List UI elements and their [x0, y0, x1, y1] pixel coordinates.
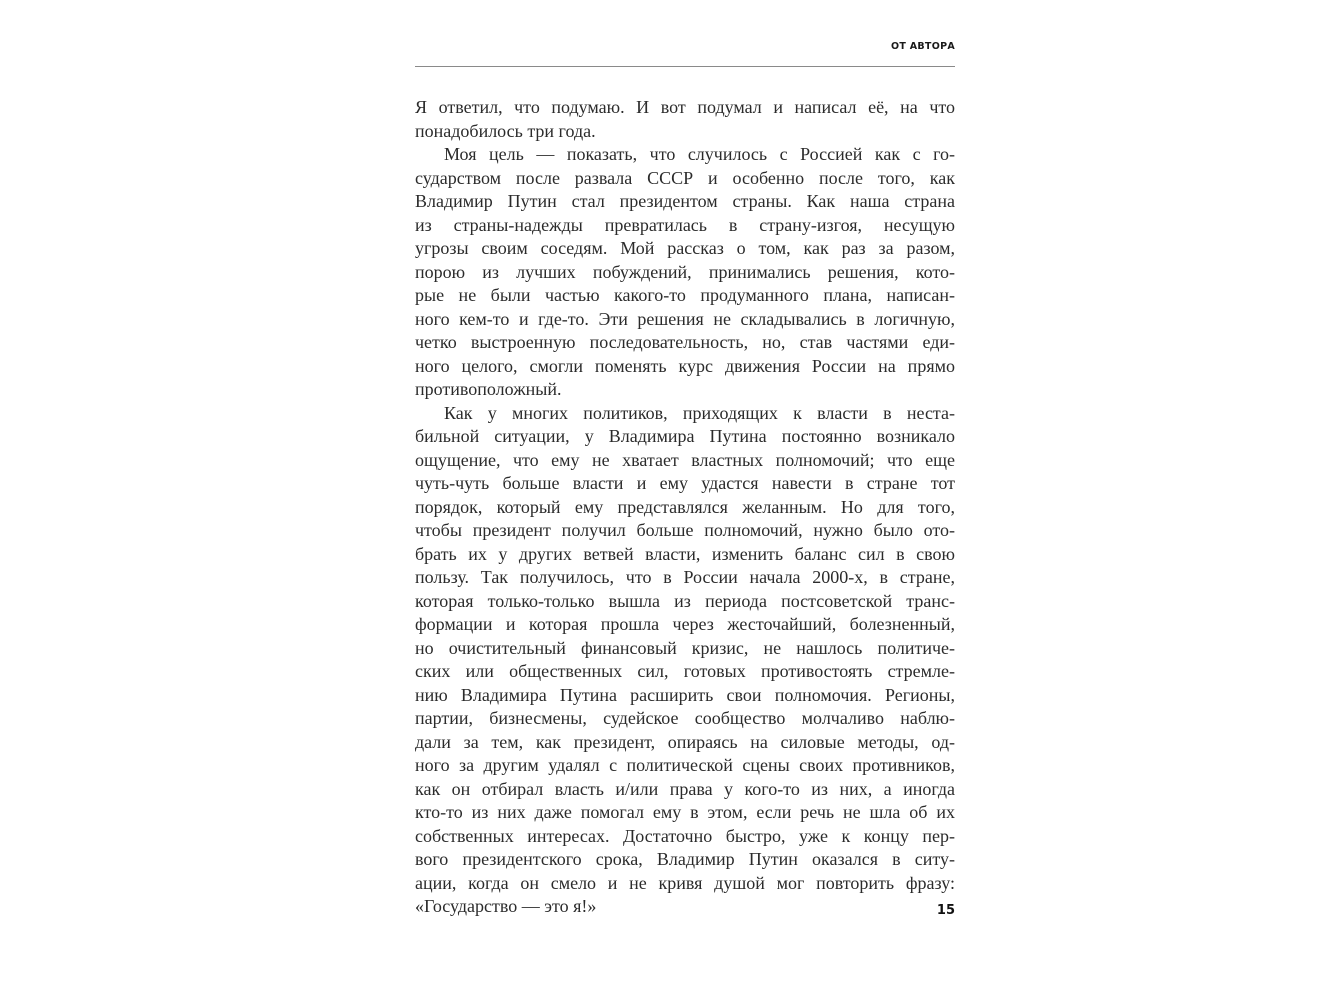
text-line: из страны-надежды превратилась в страну-изгоя, несущую	[415, 214, 955, 235]
text-line: формации и которая прошла через жесточайший, болезненный,	[415, 614, 955, 634]
text-line: чтобы президент получил больше полномочий, нужно было ото-	[415, 520, 955, 540]
text-line: «Государство — это я!»	[415, 896, 597, 916]
running-head: ОТ АВТОРА	[890, 41, 955, 52]
text-line: дали за тем, как президент, опираясь на силовые методы, од-	[415, 731, 955, 752]
text-line: ских или общественных сил, готовых противостоять стремле-	[415, 661, 955, 681]
text-line: партии, бизнесмены, судейское сообщество молчаливо наблю-	[415, 708, 955, 728]
text-line: порядок, который ему представлялся желанным. Но для того,	[415, 496, 955, 517]
text-line: угрозы своим соседям. Мой рассказ о том, как раз за разом,	[415, 238, 955, 258]
text-line: Моя цель — показать, что случилось с Россией как с го-	[444, 144, 955, 164]
text-line: ного кем-то и где-то. Эти решения не складывались в логичную,	[415, 308, 955, 329]
text-line: понадобилось три года.	[415, 120, 596, 141]
text-line: сударством после развала СССР и особенно после того, как	[415, 167, 955, 188]
text-line: порою из лучших побуждений, принимались решения, кото-	[415, 261, 955, 282]
text-line: ного за другим удалял с политической сцены своих противников,	[415, 755, 955, 775]
text-line: четко выстроенную последовательность, но, став частями еди-	[415, 332, 955, 352]
text-line: как он отбирал власть и/или права у кого-то из них, а иногда	[415, 778, 955, 799]
text-line: нию Владимира Путина расширить свои полномочия. Регионы,	[415, 684, 955, 705]
text-line: бильной ситуации, у Владимира Путина постоянно возникало	[415, 426, 955, 446]
text-line: Владимир Путин стал президентом страны. Как наша страна	[415, 191, 955, 211]
text-line: противоположный.	[415, 379, 562, 399]
text-line: которая только-только вышла из периода постсоветской транс-	[415, 590, 955, 611]
paragraph	[415, 402, 955, 919]
text-line: вого президентского срока, Владимир Путин оказался в ситу-	[415, 849, 955, 869]
header-rule	[415, 66, 955, 67]
text-line: ного целого, смогли поменять курс движения России на прямо	[415, 355, 955, 376]
text-line: ации, когда он смело и не кривя душой мог повторить фразу:	[415, 872, 955, 893]
text-line: кто-то из них даже помогал ему в этом, если речь не шла об их	[415, 802, 955, 822]
paragraph	[415, 143, 955, 402]
text-line: собственных интересах. Достаточно быстро, уже к концу пер-	[415, 825, 955, 846]
text-line: Я ответил, что подумаю. И вот подумал и написал её, на что	[415, 97, 955, 117]
text-line: чуть-чуть больше власти и ему удастся навести в стране тот	[415, 473, 955, 493]
text-line: но очистительный финансовый кризис, не нашлось политиче-	[415, 637, 955, 658]
text-line: брать их у других ветвей власти, изменить баланс сил в свою	[415, 543, 955, 564]
paragraph	[415, 96, 955, 143]
body-text	[415, 96, 955, 919]
page-number: 15	[936, 903, 955, 918]
text-line: пользу. Так получилось, что в России начала 2000-х, в стране,	[415, 567, 955, 587]
text-line: рые не были частью какого-то продуманного плана, написан-	[415, 285, 955, 305]
text-line: Как у многих политиков, приходящих к власти в неста-	[444, 402, 955, 423]
text-line: ощущение, что ему не хватает властных полномочий; что еще	[415, 449, 955, 470]
